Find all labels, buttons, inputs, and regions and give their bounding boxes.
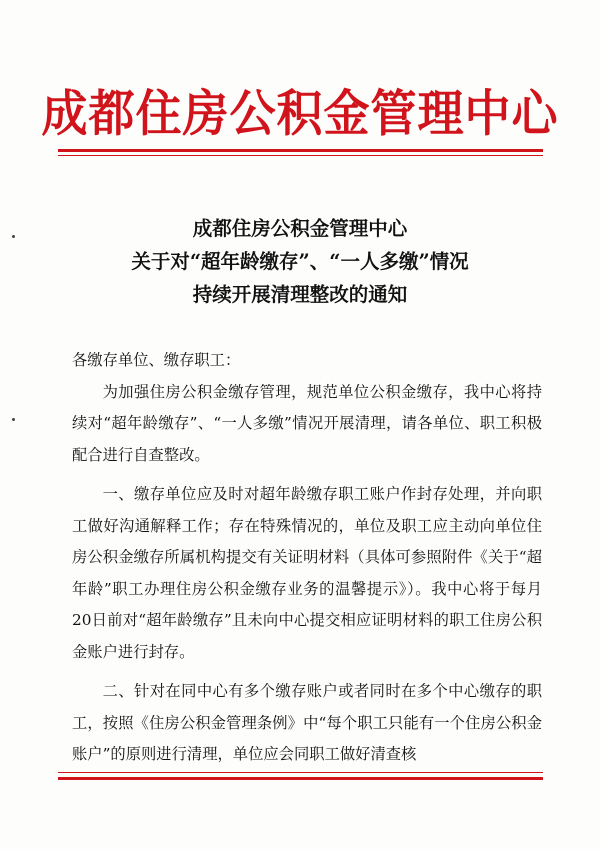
salutation: 各缴存单位、缴存职工： bbox=[72, 351, 241, 369]
notice-title-line-1: 成都住房公积金管理中心 bbox=[192, 217, 408, 240]
header-rule-thick bbox=[58, 149, 543, 152]
notice-title-line-2: 关于对“超年龄缴存”、“一人多缴”情况 bbox=[131, 250, 469, 273]
notice-title-line-3: 持续开展清理整改的通知 bbox=[192, 283, 408, 306]
item-2-paragraph: 二、针对在同中心有多个缴存账户或者同时在多个中心缴存的职工，按照《住房公积金管理条例》中“每个职工只能有一个住房公积金账户”的原则进行清理，单位应会同职工做好清查核 bbox=[72, 682, 542, 763]
item-1-paragraph: 一、缴存单位应及时对超年龄缴存职工账户作封存处理，并向职工做好沟通解释工作；存在特殊情况的，单位及职工应主动向单位住房公积金缴存所属机构提交有关证明材料（具体可参照附件《关于“超年龄”职工办理住房公积金缴存业务的温馨提示》）。我中心将于每月20日前对“超年龄缴存”且未向中心提交相应证明材料的职工住房公积金账户进行封存。 bbox=[72, 485, 542, 661]
footer-rule-thin bbox=[58, 772, 543, 773]
scan-dot bbox=[12, 235, 15, 238]
notice-body bbox=[72, 345, 542, 771]
intro-paragraph: 为加强住房公积金缴存管理，规范单位公积金缴存，我中心将持续对“超年龄缴存”、“一人多缴”情况开展清理，请各单位、职工积极配合进行自查整改。 bbox=[72, 382, 542, 464]
org-header-title: 成都住房公积金管理中心 bbox=[41, 83, 559, 143]
notice-title bbox=[0, 212, 600, 311]
footer-rule-thick bbox=[58, 777, 543, 780]
header-rule-thin bbox=[58, 155, 543, 156]
scan-dot bbox=[12, 418, 15, 421]
